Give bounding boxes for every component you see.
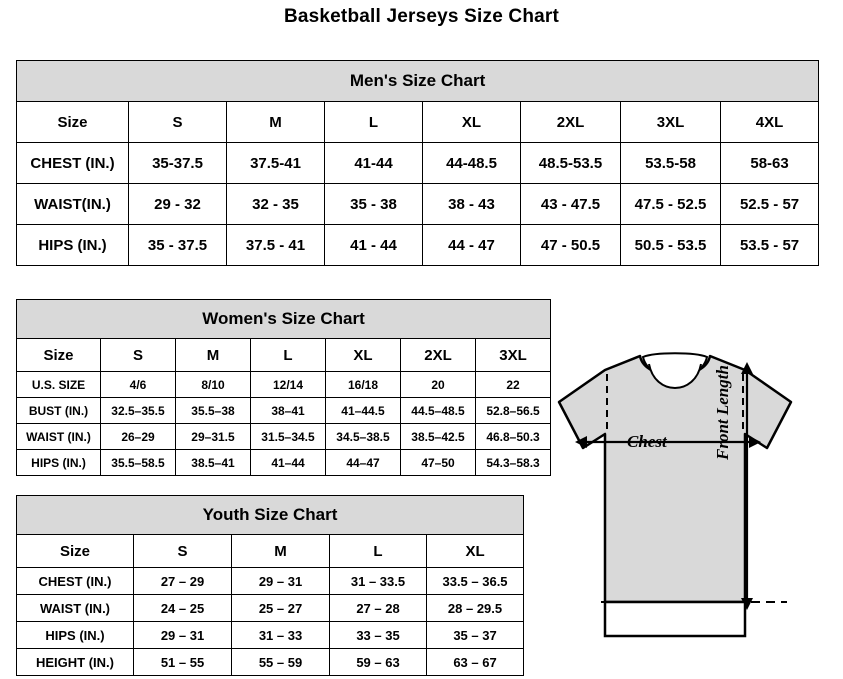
men-waist-m: 32 - 35 [227,184,325,225]
table-caption-row [17,496,524,535]
men-header-xl: XL [423,102,521,143]
youth-header-m: M [232,535,330,568]
table-row [17,649,524,676]
youth-row-label-chest: CHEST (IN.) [17,568,134,595]
men-waist-xl: 38 - 43 [423,184,521,225]
youth-chest-xl: 33.5 – 36.5 [427,568,524,595]
men-header-m: M [227,102,325,143]
youth-chart-caption: Youth Size Chart [17,496,524,535]
womens-size-chart-table [16,299,551,476]
men-chest-2xl: 48.5-53.5 [521,143,621,184]
women-waist-xl: 34.5–38.5 [326,424,401,450]
men-waist-2xl: 43 - 47.5 [521,184,621,225]
men-header-s: S [129,102,227,143]
youth-waist-xl: 28 – 29.5 [427,595,524,622]
table-row [17,398,551,424]
table-row [17,184,819,225]
women-header-size: Size [17,339,101,372]
table-caption-row [17,61,819,102]
men-waist-3xl: 47.5 - 52.5 [621,184,721,225]
youth-waist-m: 25 – 27 [232,595,330,622]
women-ussize-3xl: 22 [476,372,551,398]
men-chest-s: 35-37.5 [129,143,227,184]
women-bust-2xl: 44.5–48.5 [401,398,476,424]
youth-hips-s: 29 – 31 [134,622,232,649]
women-row-label-hips: HIPS (IN.) [17,450,101,476]
women-hips-s: 35.5–58.5 [101,450,176,476]
women-row-label-bust: BUST (IN.) [17,398,101,424]
women-ussize-2xl: 20 [401,372,476,398]
table-header-row [17,535,524,568]
youth-waist-l: 27 – 28 [330,595,427,622]
mens-size-chart-table [16,60,819,266]
table-header-row [17,339,551,372]
youth-height-l: 59 – 63 [330,649,427,676]
men-hips-m: 37.5 - 41 [227,225,325,266]
women-hips-m: 38.5–41 [176,450,251,476]
men-chest-xl: 44-48.5 [423,143,521,184]
table-row [17,424,551,450]
youth-hips-m: 31 – 33 [232,622,330,649]
men-hips-2xl: 47 - 50.5 [521,225,621,266]
youth-row-label-hips: HIPS (IN.) [17,622,134,649]
mens-chart-caption: Men's Size Chart [17,61,819,102]
table-row [17,143,819,184]
table-row [17,622,524,649]
women-hips-l: 41–44 [251,450,326,476]
table-row [17,372,551,398]
women-bust-m: 35.5–38 [176,398,251,424]
women-ussize-xl: 16/18 [326,372,401,398]
youth-height-s: 51 – 55 [134,649,232,676]
men-chest-4xl: 58-63 [721,143,819,184]
women-ussize-s: 4/6 [101,372,176,398]
women-bust-3xl: 52.8–56.5 [476,398,551,424]
women-row-label-waist: WAIST (IN.) [17,424,101,450]
youth-header-xl: XL [427,535,524,568]
chest-dimension-label: Chest [627,432,667,451]
men-row-label-hips: HIPS (IN.) [17,225,129,266]
men-chest-3xl: 53.5-58 [621,143,721,184]
womens-chart-caption: Women's Size Chart [17,300,551,339]
men-header-l: L [325,102,423,143]
men-chest-l: 41-44 [325,143,423,184]
youth-chest-m: 29 – 31 [232,568,330,595]
jersey-icon [545,330,835,670]
women-hips-2xl: 47–50 [401,450,476,476]
men-waist-s: 29 - 32 [129,184,227,225]
women-bust-s: 32.5–35.5 [101,398,176,424]
youth-hips-l: 33 – 35 [330,622,427,649]
youth-header-s: S [134,535,232,568]
men-header-2xl: 2XL [521,102,621,143]
women-bust-l: 38–41 [251,398,326,424]
youth-chest-l: 31 – 33.5 [330,568,427,595]
women-header-l: L [251,339,326,372]
youth-chest-s: 27 – 29 [134,568,232,595]
shirt-measurement-diagram [545,330,835,670]
front-length-dimension-label: Front Length [713,365,732,460]
men-chest-m: 37.5-41 [227,143,325,184]
men-waist-4xl: 52.5 - 57 [721,184,819,225]
men-row-label-chest: CHEST (IN.) [17,143,129,184]
women-hips-xl: 44–47 [326,450,401,476]
women-hips-3xl: 54.3–58.3 [476,450,551,476]
women-header-xl: XL [326,339,401,372]
women-waist-m: 29–31.5 [176,424,251,450]
men-header-3xl: 3XL [621,102,721,143]
women-ussize-m: 8/10 [176,372,251,398]
youth-waist-s: 24 – 25 [134,595,232,622]
youth-size-chart-table [16,495,524,676]
table-caption-row [17,300,551,339]
table-row [17,450,551,476]
women-waist-2xl: 38.5–42.5 [401,424,476,450]
men-waist-l: 35 - 38 [325,184,423,225]
women-header-m: M [176,339,251,372]
youth-hips-xl: 35 – 37 [427,622,524,649]
table-row [17,595,524,622]
youth-height-m: 55 – 59 [232,649,330,676]
women-header-3xl: 3XL [476,339,551,372]
men-hips-l: 41 - 44 [325,225,423,266]
men-row-label-waist: WAIST(IN.) [17,184,129,225]
women-waist-s: 26–29 [101,424,176,450]
women-waist-3xl: 46.8–50.3 [476,424,551,450]
youth-row-label-height: HEIGHT (IN.) [17,649,134,676]
youth-header-l: L [330,535,427,568]
men-hips-s: 35 - 37.5 [129,225,227,266]
table-row [17,225,819,266]
men-hips-4xl: 53.5 - 57 [721,225,819,266]
women-bust-xl: 41–44.5 [326,398,401,424]
youth-header-size: Size [17,535,134,568]
men-hips-xl: 44 - 47 [423,225,521,266]
youth-row-label-waist: WAIST (IN.) [17,595,134,622]
page-title: Basketball Jerseys Size Chart [283,6,560,27]
men-header-4xl: 4XL [721,102,819,143]
women-row-label-us-size: U.S. SIZE [17,372,101,398]
table-row [17,568,524,595]
youth-height-xl: 63 – 67 [427,649,524,676]
men-header-size: Size [17,102,129,143]
women-waist-l: 31.5–34.5 [251,424,326,450]
women-header-2xl: 2XL [401,339,476,372]
women-ussize-l: 12/14 [251,372,326,398]
women-header-s: S [101,339,176,372]
men-hips-3xl: 50.5 - 53.5 [621,225,721,266]
table-header-row [17,102,819,143]
